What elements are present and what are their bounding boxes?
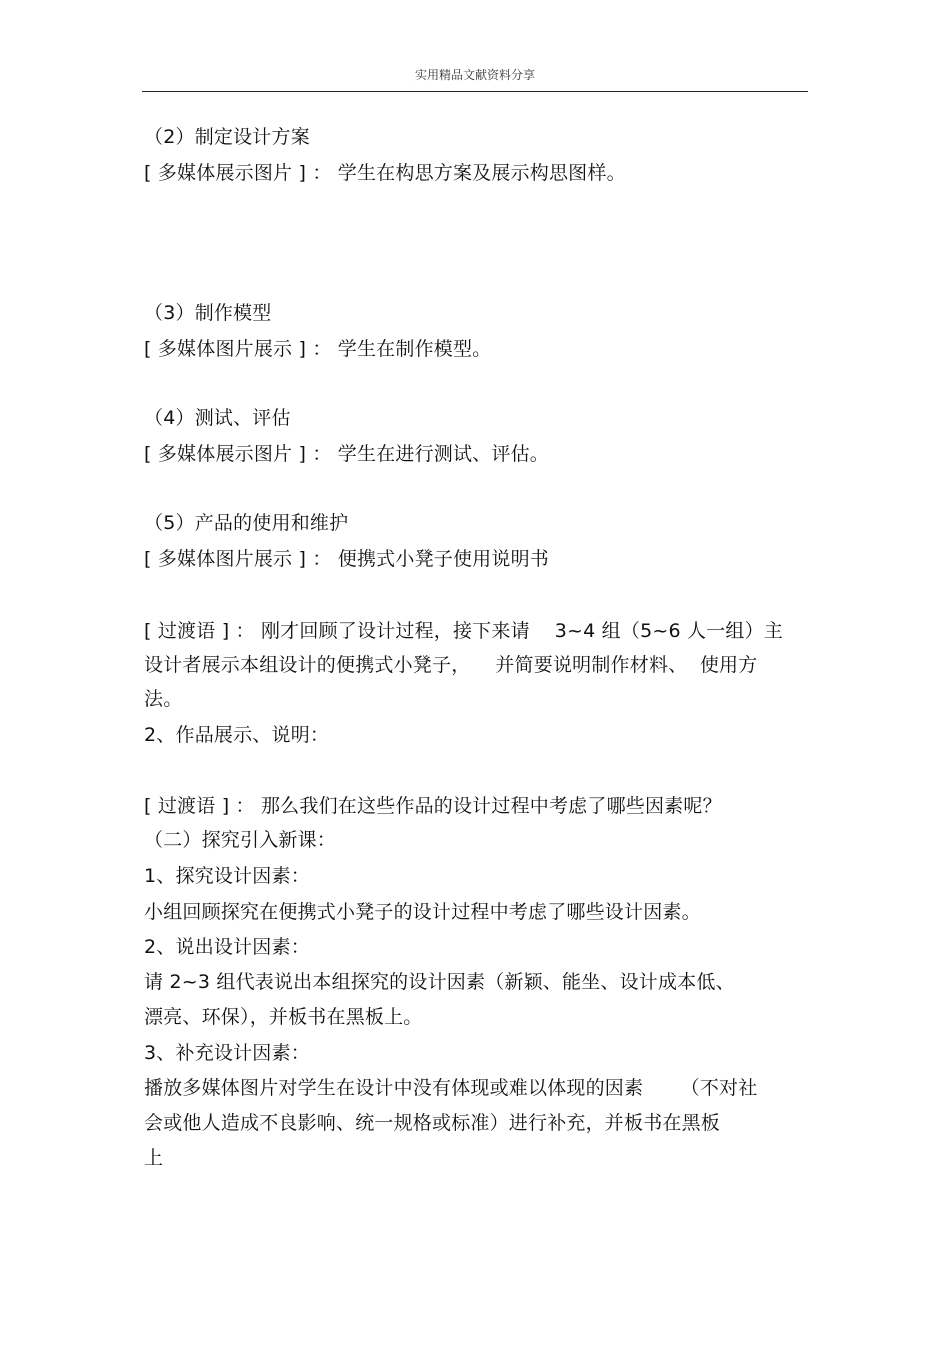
- section-heading-supplement: 3、补充设计因素：: [144, 1042, 310, 1064]
- section-heading-model: （3）制作模型: [144, 302, 272, 324]
- paragraph-line: 设计者展示本组设计的便携式小凳子， 并简要说明制作材料、 使用方: [144, 654, 758, 676]
- section-heading-showcase: 2、作品展示、说明：: [144, 724, 330, 746]
- paragraph-line: 漂亮、环保），并板书在黑板上。: [144, 1006, 423, 1028]
- paragraph-line: [ 过渡语 ] ： 那么我们在这些作品的设计过程中考虑了哪些因素呢？: [144, 795, 722, 817]
- paragraph-line: 播放多媒体图片对学生在设计中没有体现或难以体现的因素 （不对社: [144, 1077, 758, 1099]
- paragraph-line: [ 多媒体展示图片 ] ： 学生在构思方案及展示构思图样。: [144, 162, 626, 184]
- section-heading-plan: （2）制定设计方案: [144, 126, 310, 148]
- paragraph-line: 小组回顾探究在便携式小凳子的设计过程中考虑了哪些设计因素。: [144, 901, 701, 923]
- paragraph-line: 请 2~3 组代表说出本组探究的设计因素（新颖、能坐、设计成本低、: [144, 971, 735, 993]
- section-heading-speak: 2、说出设计因素：: [144, 936, 310, 958]
- section-heading-use: （5）产品的使用和维护: [144, 512, 349, 534]
- page-header: 实用精品文献资料分享: [414, 68, 535, 82]
- paragraph-line: [ 多媒体图片展示 ] ： 便携式小凳子使用说明书: [144, 548, 549, 570]
- paragraph-line: 法。: [144, 688, 183, 710]
- section-heading-test: （4）测试、评估: [144, 407, 291, 429]
- paragraph-line: [ 过渡语 ] ： 刚才回顾了设计过程，接下来请 3~4 组（5~6 人一组）主: [144, 620, 784, 642]
- section-heading-explore: （二）探究引入新课：: [144, 829, 337, 851]
- header-divider: [142, 91, 808, 92]
- paragraph-line: [ 多媒体图片展示 ] ： 学生在制作模型。: [144, 338, 492, 360]
- paragraph-line: 上: [144, 1147, 164, 1169]
- section-heading-factors: 1、探究设计因素：: [144, 865, 310, 887]
- paragraph-line: [ 多媒体展示图片 ] ： 学生在进行测试、评估。: [144, 443, 549, 465]
- paragraph-line: 会或他人造成不良影响、统一规格或标准）进行补充，并板书在黑板: [144, 1112, 721, 1134]
